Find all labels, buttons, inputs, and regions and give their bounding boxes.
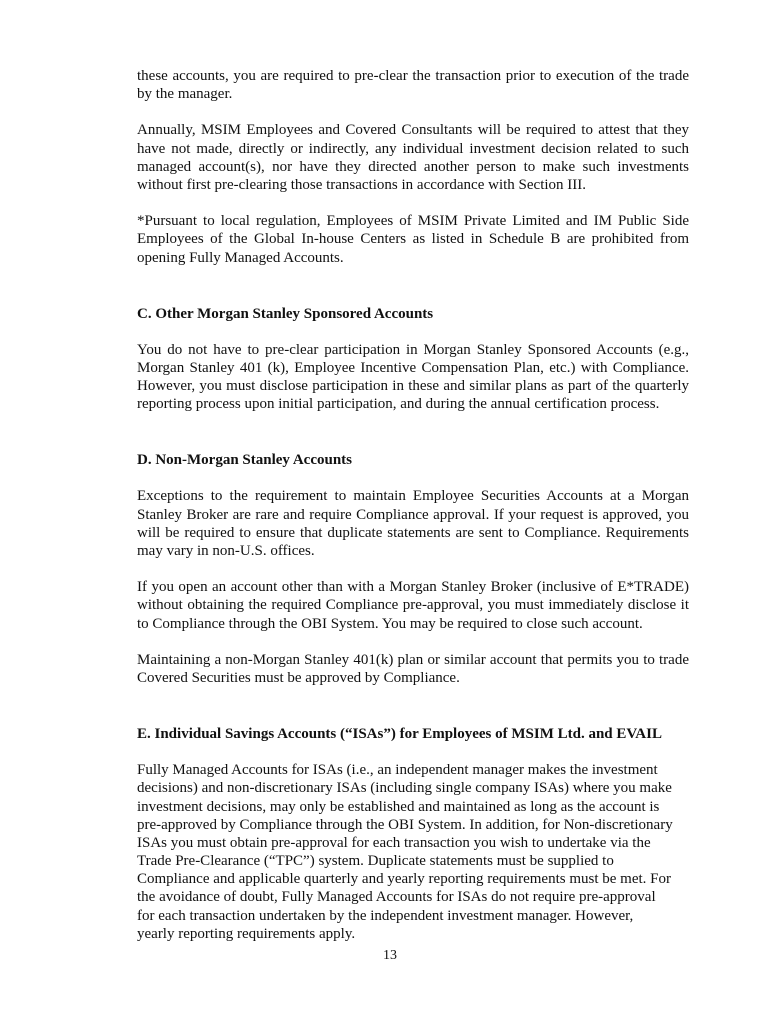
text-line: *Pursuant to local regulation, Employees of MSIM Private Limited and IM Public Side <box>137 213 689 230</box>
text-line: may vary in non-U.S. offices. <box>137 543 315 559</box>
text-line: Covered Securities must be approved by Compliance. <box>137 669 460 686</box>
paragraph-local-regulation-note <box>137 212 689 267</box>
text-line: Compliance and applicable quarterly and yearly reporting requirements must be met. For <box>137 871 671 888</box>
text-line: opening Fully Managed Accounts. <box>137 249 344 266</box>
text-line: Employees of the Global In-house Centers as listed in Schedule B are prohibited from <box>137 231 689 248</box>
page-number: 13 <box>383 948 397 963</box>
text-line: Stanley Broker are rare and require Compliance approval. If your request is approved, you <box>137 506 689 523</box>
paragraph-isas <box>137 761 689 943</box>
text-line: will be required to ensure that duplicate statements are sent to Compliance. Requirements <box>137 524 689 541</box>
text-line: decisions) and non-discretionary ISAs (including single company ISAs) where you make <box>137 780 672 797</box>
paragraph-exceptions <box>137 487 689 560</box>
text-line: Maintaining a non-Morgan Stanley 401(k) plan or similar account that permits you to trade <box>137 651 689 668</box>
paragraph-annual-attestation <box>137 121 689 194</box>
text-line: Morgan Stanley 401 (k), Employee Incentive Compensation Plan, etc.) with Compliance. <box>137 359 689 376</box>
section-heading-e: E. Individual Savings Accounts (“ISAs”) for Employees of MSIM Ltd. and EVAIL <box>137 726 662 743</box>
paragraph-pre-clear <box>137 67 689 103</box>
document-page <box>137 67 689 961</box>
text-line: yearly reporting requirements apply. <box>137 925 356 942</box>
text-line: to Compliance through the OBI System. You may be required to close such account. <box>137 615 643 632</box>
paragraph-open-account-disclosure <box>137 578 689 633</box>
text-line: these accounts, you are required to pre-clear the transaction prior to execution of the trade <box>137 68 689 84</box>
text-line: However, you must disclose participation in these and similar plans as part of the quarterly <box>137 378 689 395</box>
paragraph-sponsored-accounts <box>137 341 689 414</box>
text-line: Fully Managed Accounts for ISAs (i.e., an independent manager makes the investment <box>137 762 658 779</box>
text-line: Trade Pre-Clearance (“TPC”) system. Duplicate statements must be supplied to <box>137 853 614 870</box>
text-line: If you open an account other than with a Morgan Stanley Broker (inclusive of E*TRADE) <box>137 579 689 596</box>
text-line: investment decisions, may only be established and maintained as long as the account is <box>137 798 660 815</box>
text-line: You do not have to pre-clear participation in Morgan Stanley Sponsored Accounts (e.g., <box>137 341 689 358</box>
text-line: Annually, MSIM Employees and Covered Consultants will be required to attest that they <box>137 122 689 139</box>
text-line: the avoidance of doubt, Fully Managed Accounts for ISAs do not require pre-approval <box>137 889 656 906</box>
section-heading-c: C. Other Morgan Stanley Sponsored Accounts <box>137 305 434 322</box>
text-line: pre-approved by Compliance through the OBI System. In addition, for Non-discretionary <box>137 816 673 833</box>
text-line: for each transaction undertaken by the independent investment manager. However, <box>137 907 634 924</box>
text-line: ISAs you must obtain pre-approval for each transaction you wish to undertake via the <box>137 834 651 851</box>
text-line: reporting process upon initial participation, and during the annual certification process. <box>137 396 660 413</box>
section-heading-d: D. Non-Morgan Stanley Accounts <box>137 452 353 469</box>
text-line: Exceptions to the requirement to maintain Employee Securities Accounts at a Morgan <box>137 488 689 505</box>
text-line: without obtaining the required Compliance pre-approval, you must immediately disclose it <box>137 597 689 614</box>
text-line: by the manager. <box>137 86 233 103</box>
paragraph-401k <box>137 651 689 687</box>
text-line: without first pre-clearing those transactions in accordance with Section III. <box>137 176 587 193</box>
text-line: have not made, directly or indirectly, any individual investment decision related to such <box>137 140 689 157</box>
text-line: managed account(s), nor have they directed another person to make such investments <box>137 158 689 175</box>
